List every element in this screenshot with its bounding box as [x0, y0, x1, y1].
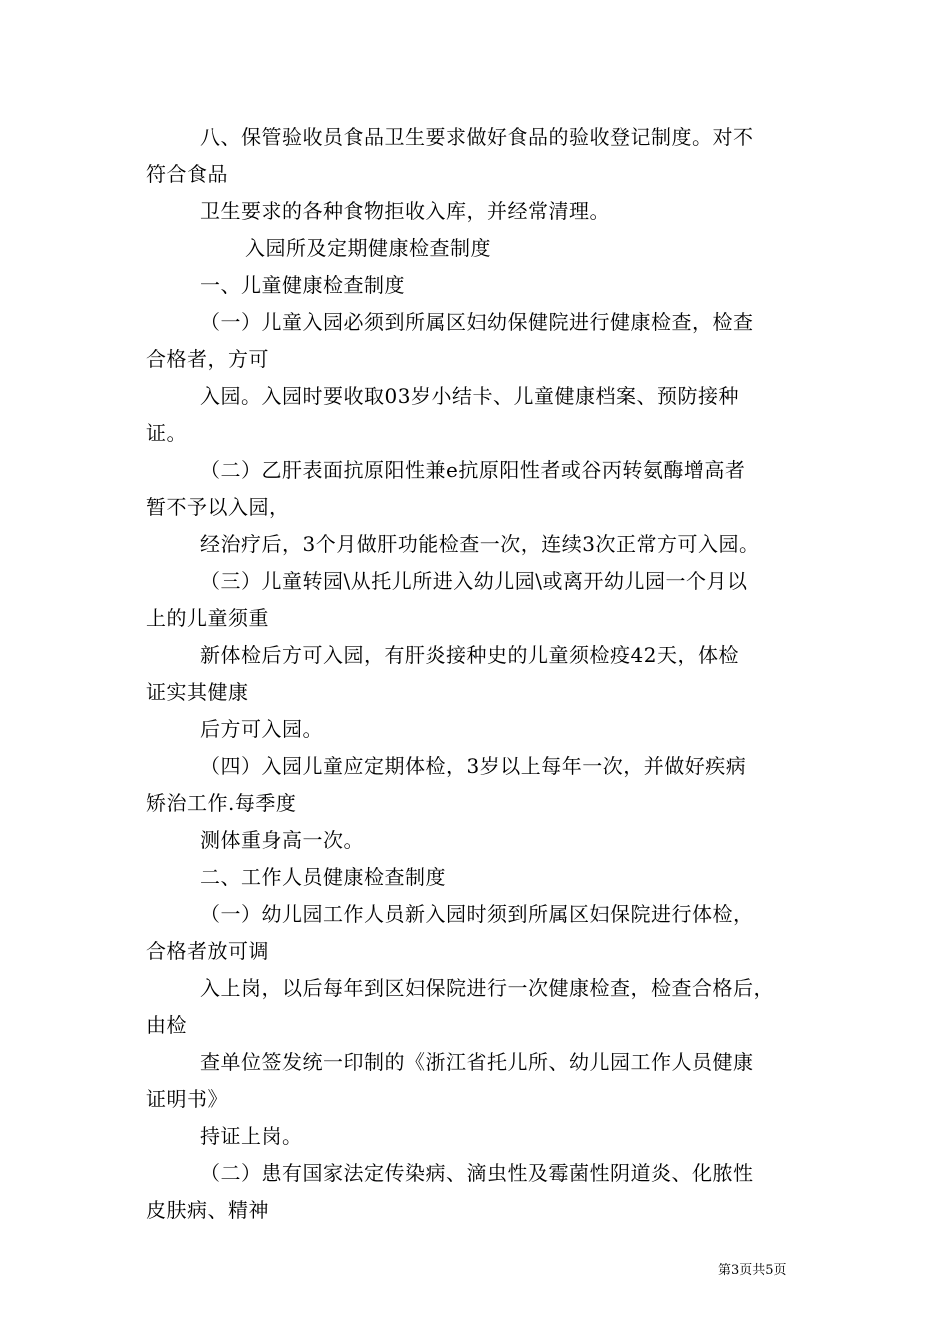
text-line: 新体检后方可入园，有肝炎接种史的儿童须检疫42天，体检 — [200, 643, 739, 667]
text-line: 皮肤病、精神 — [146, 1198, 269, 1222]
subsection-heading: 二、工作人员健康检查制度 — [200, 865, 446, 889]
section-heading: 入园所及定期健康检查制度 — [245, 236, 491, 260]
text-line: 暂不予以入园， — [146, 495, 290, 519]
text-line: 上的儿童须重 — [146, 606, 269, 630]
text-line: 合格者，方可 — [146, 347, 269, 371]
text-line: 后方可入园。 — [200, 717, 323, 741]
text-line: 入园。入园时要收取03岁小结卡、儿童健康档案、预防接种 — [200, 384, 739, 408]
text-line: 八、保管验收员食品卫生要求做好食品的验收登记制度。对不 — [200, 125, 754, 149]
text-line: 证明书》 — [146, 1087, 228, 1111]
text-line: 持证上岗。 — [200, 1124, 303, 1148]
text-line: 测体重身高一次。 — [200, 828, 364, 852]
text-line: 卫生要求的各种食物拒收入库，并经常清理。 — [200, 199, 610, 223]
text-line: 合格者放可调 — [146, 939, 269, 963]
page-number: 第3页共5页 — [718, 1263, 787, 1278]
text-line: （二）患有国家法定传染病、滴虫性及霉菌性阴道炎、化脓性 — [200, 1161, 754, 1185]
text-line: 经治疗后，3个月做肝功能检查一次，连续3次正常方可入园。 — [200, 532, 760, 556]
text-line: 证。 — [146, 421, 187, 445]
text-line: （四）入园儿童应定期体检，3岁以上每年一次，并做好疾病 — [200, 754, 747, 778]
text-line: （一）幼儿园工作人员新入园时须到所属区妇保院进行体检， — [200, 902, 754, 926]
text-line: （一）儿童入园必须到所属区妇幼保健院进行健康检查，检查 — [200, 310, 754, 334]
text-line: 符合食品 — [146, 162, 228, 186]
subsection-heading: 一、儿童健康检查制度 — [200, 273, 405, 297]
text-line: （三）儿童转园\从托儿所进入幼儿园\或离开幼儿园一个月以 — [200, 569, 748, 593]
text-line: （二）乙肝表面抗原阳性兼e抗原阳性者或谷丙转氨酶增高者 — [200, 458, 746, 482]
text-line: 查单位签发统一印制的《浙江省托儿所、幼儿园工作人员健康 — [200, 1050, 754, 1074]
text-line: 由检 — [146, 1013, 187, 1037]
text-line: 矫治工作.每季度 — [146, 791, 297, 815]
text-line: 入上岗，以后每年到区妇保院进行一次健康检查，检查合格后， — [200, 976, 774, 1000]
text-line: 证实其健康 — [146, 680, 249, 704]
